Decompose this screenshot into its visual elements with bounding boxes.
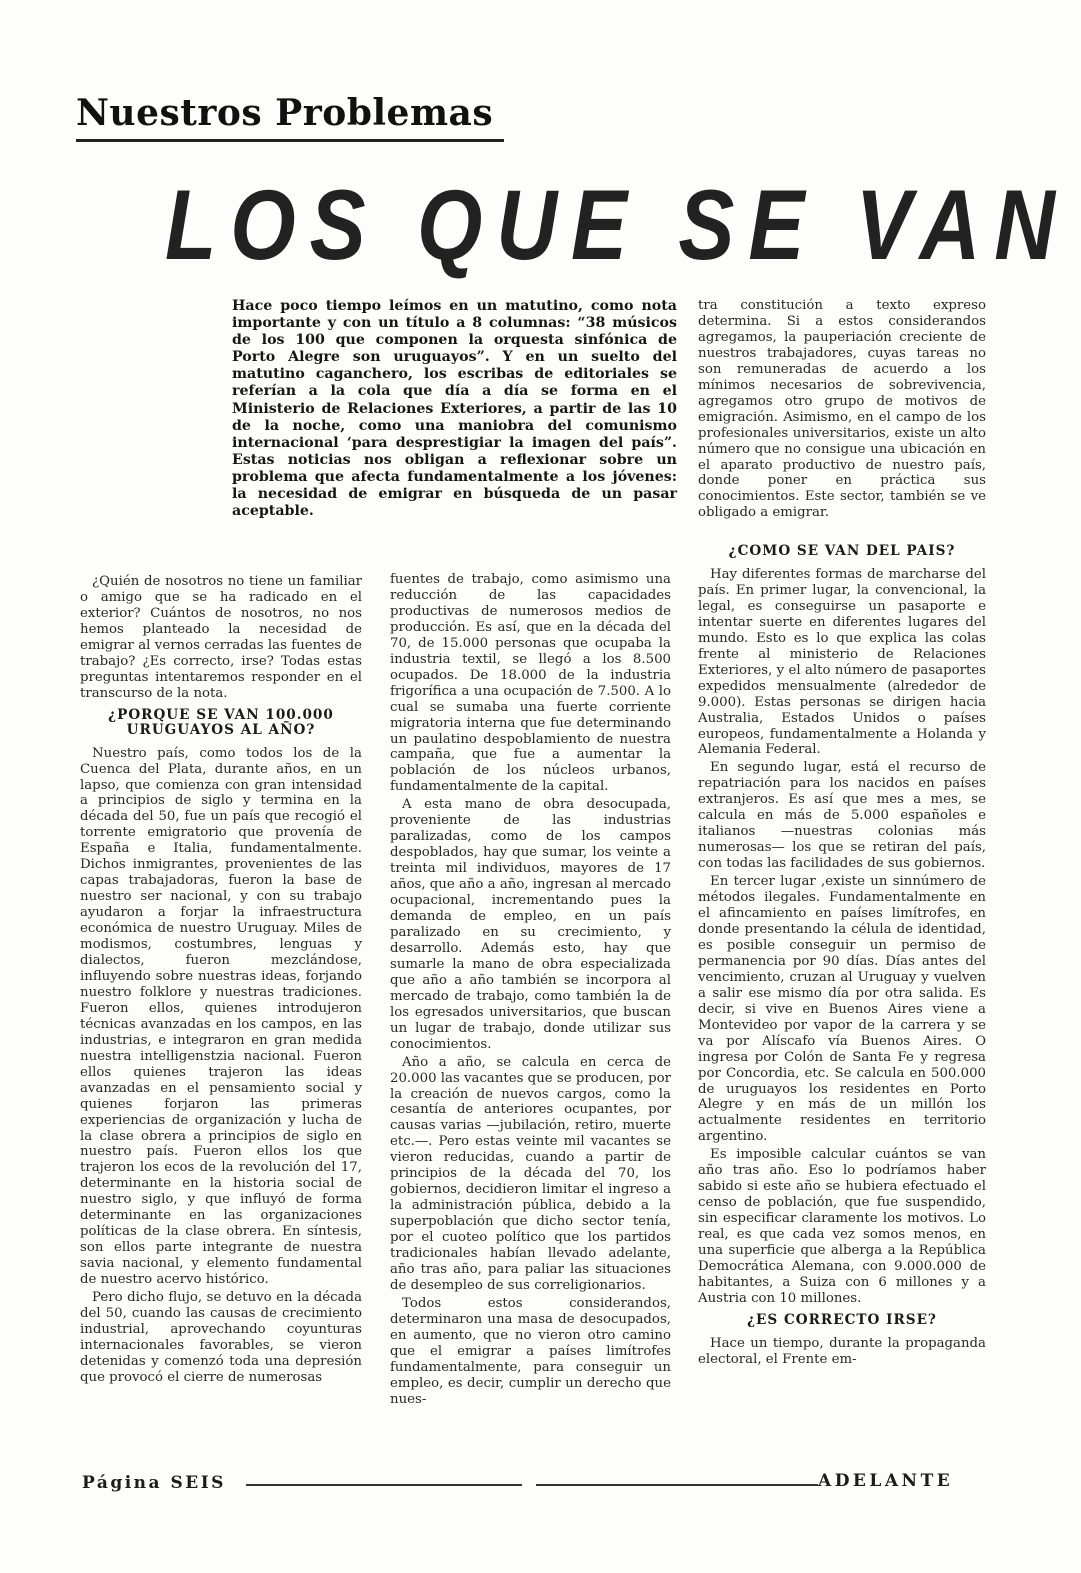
body-paragraph: Todos estos considerandos, determinaron una masa de desocupados, en aumento, que no vieron otro camino que el emigrar a países limítrofes fundamentalmente, para conseguir un empleo, es decir, cumplir un derecho que nues- bbox=[390, 1295, 671, 1407]
column-right-top bbox=[698, 298, 986, 523]
body-paragraph: Es imposible calcular cuántos se van año tras año. Eso lo podríamos haber sabido si este año se hubiera efectuado el censo de población, que fue suspendido, sin especificar claramente los motivos. Lo real, es que cada vez somos menos, en una superficie que alberga a la República Democrática Alemana, con 9.000.000 de habitantes, a Suiza con 6 millones y a Austria con 10 millones. bbox=[698, 1147, 986, 1306]
body-paragraph: Pero dicho flujo, se detuvo en la década del 50, cuando las causas de crecimiento industrial, aprovechando coyunturas internacionales favorables, se vieron detenidas y comenzó toda una depresión que provocó el cierre de numerosas bbox=[80, 1290, 362, 1385]
body-paragraph: En segundo lugar, está el recurso de repatriación para los nacidos en países extranjeros. Es así que mes a mes, se calcula en más de 5.000 españoles e italianos —nuestras colonias más numerosas— los que se retiran del país, con todas las facilidades de sus gobiernos. bbox=[698, 760, 986, 872]
body-paragraph: fuentes de trabajo, como asimismo una reducción de las capacidades productivas de numerosos medios de producción. Es así, que en la década del 70, de 15.000 personas que ocupaba la industria textil, se llegó a los 8.500 ocupados. De 18.000 de la industria frigorífica a una ocupación de 7.500. A lo cual se sumaba una fuerte corriente migratoria interna que fue determinando un paulatino despoblamiento de nuestra campaña, que fue a aumentar la población de los núcleos urbanos, fundamentalmente de la capital. bbox=[390, 572, 671, 795]
body-paragraph: A esta mano de obra desocupada, proveniente de las industrias paralizadas, como de los campos despoblados, hay que sumar, los veinte a treinta mil individuos, mayores de 17 años, que año a año, ingresan al mercado ocupacional, incrementando pues la demanda de empleo, en un país paralizado en su crecimiento, y desarrollo. Además esto, hay que sumarle la mano de obra especializada que año a año también se incorpora al mercado de trabajo, como también la de los egresados universitarios, que buscan un lugar de trabajo, donde utilizar sus conocimientos. bbox=[390, 797, 672, 1052]
subheading-why-they-leave: ¿PORQUE SE VAN 100.000 URUGUAYOS AL AÑO? bbox=[108, 706, 334, 738]
footer-rule bbox=[536, 1484, 818, 1486]
lede-paragraph: Hace poco tiempo leímos en un matutino, como nota importante y con un título a 8 columnas: “38 músicos de los 100 que componen la orquesta sinfónica de Porto Alegre son uruguayos”. Y en un suelto del matutino caganchero, los escribas de editoriales se referían a la cola que día a día se forma en el Ministerio de Relaciones Exteriores, a partir de las 10 de la noche, como una maniobra del comunismo internacional ‘para desprestigiar la imagen del país”. Estas noticias nos obligan a reflexionar sobre un problema que afecta fundamentalmente a los jóvenes: la necesidad de emigrar en búsqueda de un pasar aceptable. bbox=[232, 298, 677, 520]
body-paragraph: Hay diferentes formas de marcharse del país. En primer lugar, la convencional, la legal, es conseguirse un pasaporte e intentar suerte en diferentes lugares del mundo. Esto es lo que explica las colas frente al ministerio de Relaciones Exteriores, y el alto número de pasaportes expedidos mensualmente (alrededor de 9.000). Estas personas se dirigen hacia Australia, Estados Unidos o países europeos, fundamentalmente a Holanda y Alemania Federal. bbox=[698, 567, 986, 758]
footer-rule bbox=[246, 1484, 522, 1486]
section-title-underline bbox=[76, 139, 504, 142]
body-paragraph: Nuestro país, como todos los de la Cuenca del Plata, durante años, en un lapso, que comienza con gran intensidad a principios de siglo y termina en la década del 50, fue un país que recogió el torrente emigratorio que provenía de España e Italia, fundamentalmente. Dichos inmigrantes, provenientes de las capas trabajadoras, fueron la base de nuestro ser nacional, y con su trabajo ayudaron a forjar la infraestructura económica de nuestro Uruguay. Miles de modismos, costumbres, lenguas y dialectos, fueron mezclándose, influyendo sobre nuestras ideas, forjando nuestro folklore y nuestras tradiciones. Fueron ellos, quienes introdujeron técnicas avanzadas en los campos, en las industrias, e integraron en gran medida nuestra intelligenstzia nacional. Fueron ellos quienes trajeron las ideas avanzadas en el pensamiento social y quienes forjaron las primeras experiencias de organización y lucha de la clase obrera a principios de siglo en nuestro país. Fueron ellos los que trajeron los ecos de la revolución del 17, determinante en la historia social de nuestro siglo, y que influyó de forma determinante en las organizaciones políticas de la clase obrera. En síntesis, son ellos parte integrante de nuestra savia nacional, y elemento fundamental de nuestro acervo histórico. bbox=[80, 745, 362, 1288]
body-paragraph: En tercer lugar ,existe un sinnúmero de métodos ilegales. Fundamentalmente en el afincamiento en países limítrofes, en donde presentando la célula de identidad, es posible conseguir un permiso de permanencia por 90 días. Días antes del vencimiento, cruzan al Uruguay y vuelven a salir ese mismo día por otra salida. Es decir, si vive en Buenos Aires viene a Montevideo por vapor de la carrera y se va por Alíscafo vía Buenos Aires. O ingresa por Colón de Santa Fe y regresa por Concordia, etc. Se calcula en 500.000 de uruguayos los residentes en Porto Alegre y en más de un millón los actualmente residentes en territorio argentino. bbox=[698, 874, 986, 1145]
section-title: Nuestros Problemas bbox=[76, 92, 494, 134]
body-paragraph: tra constitución a texto expreso determina. Si a estos considerandos agregamos, la pauperiación creciente de nuestros trabajadores, cuyas tareas no son remuneradas de acuerdo a los mínimos necesarios de sobrevivencia, agregamos otro grupo de motivos de emigración. Asimismo, en el campo de los profesionales universitarios, existe un alto número que no consigue una ubicación en el aparato productivo de nuestro país, donde poner en práctica sus conocimientos. Este sector, también se ve obligado a emigrar. bbox=[698, 298, 986, 521]
column-right bbox=[698, 538, 986, 1370]
page-number-label: Página SEIS bbox=[82, 1473, 226, 1493]
body-paragraph: Año a año, se calcula en cerca de 20.000 las vacantes que se producen, por la creación de nuevos cargos, como la cesantía de anteriores ocupantes, por causas varias —jubilación, retiro, muerte etc.—. Pero estas veinte mil vacantes se vieron reducidas, cuando a partir de principios de la década del 70, los gobiernos, decidieron limitar el ingreso a la administración pública, debido a la superpoblación que dicho sector tenía, por el cuoteo político que los partidos tradicionales habían llevado adelante, año tras año, para paliar las situaciones de desempleo de sus correligionarios. bbox=[390, 1054, 671, 1293]
publication-name: ADELANTE bbox=[818, 1471, 954, 1491]
column-left bbox=[80, 574, 362, 1388]
column-middle bbox=[390, 572, 671, 1410]
intro-paragraph: ¿Quién de nosotros no tiene un familiar o amigo que se ha radicado en el exterior? Cuántos de nosotros, no nos hemos planteado la necesidad de emigrar al vernos cerradas las fuentes de trabajo? ¿Es correcto, irse? Todas estas preguntas intentaremos responder en el transcurso de la nota. bbox=[80, 574, 362, 701]
subheading-how-they-leave: ¿COMO SE VAN DEL PAIS? bbox=[728, 543, 956, 559]
headline: LOS QUE SE VAN bbox=[165, 169, 1069, 281]
subheading-is-it-right: ¿ES CORRECTO IRSE? bbox=[747, 1311, 937, 1328]
body-paragraph: Hace un tiempo, durante la propaganda electoral, el Frente em- bbox=[698, 1335, 986, 1367]
